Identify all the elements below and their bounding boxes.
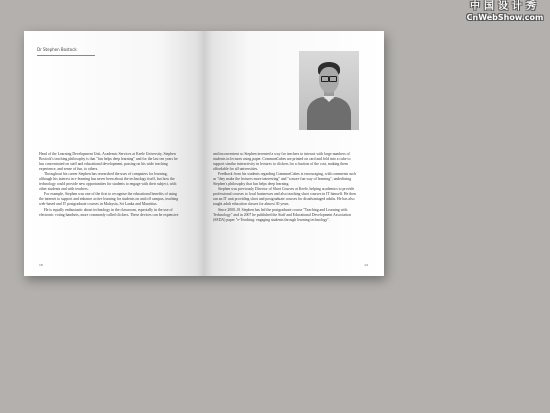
watermark-chinese: 中国设计秀: [470, 1, 540, 12]
paragraph: He is equally enthusiastic about technology in the classroom, especially in the use of electronic voting handsets, more commonly called clickers. These devices can be expensive: [39, 207, 179, 217]
paragraph: Head of the Learning Development Unit, Academic Services at Keele University, Stephen Bostock's teaching philosophy is that "fun helps deep learning" and for the last ten years he has concentrated on staff and educational development, passing on his wide teaching experience, and sense of fun, to others.: [39, 152, 178, 172]
right-page-text: [213, 152, 358, 223]
running-head: Dr Stephen Bostock: [37, 47, 77, 52]
watermark-url: CnWebShow.com: [466, 13, 544, 22]
paragraph: For example, Stephen was one of the first to recognise the educational benefits of using the internet to support and enhance active learning for students on and off campus, teaching web-based and IT postgraduate courses in Malaysia, Sri Lanka and Mauritius.: [39, 192, 179, 207]
paragraph: Stephen was previously Director of Short Courses at Keele, helping academics to provide professional courses to local businesses and also teaching short courses in IT himself. He then ran an IT unit providing short and postgraduate courses for disadvantaged adults. He has also taught adult education classes for almost 30 years.: [213, 187, 356, 207]
paragraph: Since 2000–01 Stephen has led the postgraduate course "Teaching and Learning with Technology" and in 2007 he published the Staff and Educational Development Association (SEDA) paper "e-Teaching: engaging students through learning technology".: [213, 207, 351, 222]
paragraph: and inconvenient so Stephen invented a way for teachers to interact with large numbers of students in lectures using paper. CommonCubes are printed on card and fold into a cube to support similar interactivity in lectures to clickers for a fraction of the cost, making them affordable for all universities.: [213, 152, 351, 172]
running-head-rule: [37, 55, 95, 56]
glasses-icon: [321, 76, 337, 81]
left-page: [24, 31, 204, 276]
site-watermark: [464, 2, 546, 22]
paragraph: Feedback from his students regarding CommonCubes is encouraging, with comments such as "they make the lectures more interesting" and "a more fun way of learning", underlining Stephen's philosophy that fun helps deep learning.: [213, 172, 357, 187]
right-page: [204, 31, 384, 276]
paragraph: Throughout his career Stephen has researched the uses of computers for learning, although his interest in e-learning has never been about the technology itself, but how the technology could provide new opportunities for students to engage with their subject, with other students and with teachers.: [39, 172, 177, 192]
page-number-right: 19: [364, 263, 368, 267]
portrait-photo: [299, 51, 359, 130]
page-number-left: 18: [39, 263, 43, 267]
open-booklet: [24, 31, 384, 276]
left-page-text: [39, 152, 179, 218]
